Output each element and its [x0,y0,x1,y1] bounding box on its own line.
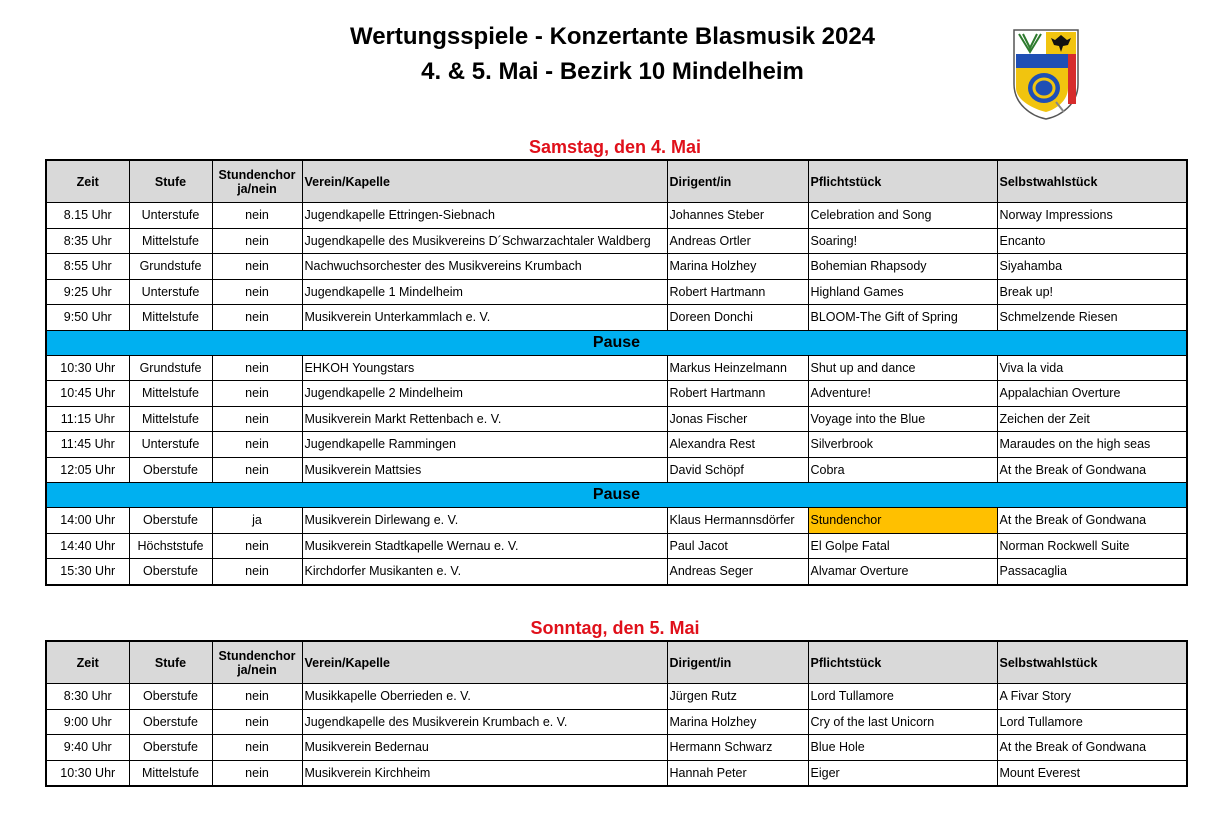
pause-row [46,330,1187,355]
cell-zeit: 14:00 Uhr [46,508,129,534]
cell-selbstwahlstueck: At the Break of Gondwana [997,508,1187,534]
cell-stundenchor: nein [212,709,302,735]
cell-dirigent: Markus Heinzelmann [667,355,808,381]
cell-dirigent: Robert Hartmann [667,279,808,305]
table-header-row [46,641,1187,684]
table-row [46,760,1187,786]
cell-verein: Musikverein Bedernau [302,735,667,761]
cell-pflichtstueck: Soaring! [808,228,997,254]
col-header-dirigent: Dirigent/in [667,641,808,684]
cell-selbstwahlstueck: Zeichen der Zeit [997,406,1187,432]
cell-zeit: 10:30 Uhr [46,355,129,381]
page-title: Wertungsspiele - Konzertante Blasmusik 2024 [349,23,876,50]
col-header-pflichtstueck: Pflichtstück [808,160,997,203]
cell-stufe: Oberstufe [129,457,212,483]
cell-pflichtstueck: Bohemian Rhapsody [808,254,997,280]
col-header-stufe: Stufe [129,641,212,684]
cell-zeit: 9:00 Uhr [46,709,129,735]
table-row [46,228,1187,254]
cell-selbstwahlstueck: A Fivar Story [997,684,1187,710]
pause-row [46,483,1187,508]
cell-dirigent: Alexandra Rest [667,432,808,458]
table-row [46,457,1187,483]
cell-pflichtstueck: Silverbrook [808,432,997,458]
pause-label: Pause [46,330,1187,355]
cell-stufe: Mittelstufe [129,381,212,407]
cell-stundenchor: nein [212,355,302,381]
table-row [46,355,1187,381]
cell-dirigent: Johannes Steber [667,203,808,229]
cell-selbstwahlstueck: Norman Rockwell Suite [997,533,1187,559]
cell-stufe: Mittelstufe [129,305,212,331]
cell-verein: Kirchdorfer Musikanten e. V. [302,559,667,585]
cell-stundenchor: nein [212,735,302,761]
col-header-selbstwahlstueck: Selbstwahlstück [997,641,1187,684]
cell-selbstwahlstueck: Siyahamba [997,254,1187,280]
cell-zeit: 11:15 Uhr [46,406,129,432]
cell-pflichtstueck: Alvamar Overture [808,559,997,585]
cell-stundenchor: nein [212,533,302,559]
table-row [46,381,1187,407]
table-row [46,533,1187,559]
cell-pflichtstueck: Shut up and dance [808,355,997,381]
cell-stufe: Oberstufe [129,735,212,761]
cell-zeit: 9:40 Uhr [46,735,129,761]
cell-zeit: 15:30 Uhr [46,559,129,585]
cell-stundenchor: nein [212,684,302,710]
table-row [46,709,1187,735]
table-row [46,305,1187,331]
pause-label: Pause [46,483,1187,508]
cell-pflichtstueck: Cry of the last Unicorn [808,709,997,735]
cell-zeit: 8.15 Uhr [46,203,129,229]
cell-stufe: Mittelstufe [129,760,212,786]
cell-zeit: 10:45 Uhr [46,381,129,407]
cell-verein: Jugendkapelle des Musikvereins D´Schwarzachtaler Waldberg [302,228,667,254]
cell-stundenchor: nein [212,203,302,229]
cell-dirigent: Paul Jacot [667,533,808,559]
table-row [46,508,1187,534]
col-header-zeit: Zeit [46,160,129,203]
cell-dirigent: Doreen Donchi [667,305,808,331]
cell-stufe: Mittelstufe [129,406,212,432]
cell-dirigent: David Schöpf [667,457,808,483]
cell-verein: Musikkapelle Oberrieden e. V. [302,684,667,710]
cell-stufe: Grundstufe [129,254,212,280]
col-header-stundenchor: Stundenchor ja/nein [212,160,302,203]
cell-stundenchor: nein [212,279,302,305]
table-row [46,203,1187,229]
cell-stufe: Unterstufe [129,432,212,458]
cell-zeit: 9:50 Uhr [46,305,129,331]
cell-pflichtstueck: El Golpe Fatal [808,533,997,559]
col-header-selbstwahlstueck: Selbstwahlstück [997,160,1187,203]
day2-heading: Sonntag, den 5. Mai [530,618,700,638]
cell-stufe: Unterstufe [129,203,212,229]
cell-selbstwahlstueck: Lord Tullamore [997,709,1187,735]
cell-pflichtstueck: Voyage into the Blue [808,406,997,432]
cell-zeit: 8:35 Uhr [46,228,129,254]
cell-stundenchor: nein [212,432,302,458]
col-header-stundenchor: Stundenchor ja/nein [212,641,302,684]
table-row [46,559,1187,585]
cell-verein: Musikverein Kirchheim [302,760,667,786]
cell-dirigent: Robert Hartmann [667,381,808,407]
table-row [46,432,1187,458]
cell-stundenchor: nein [212,559,302,585]
cell-pflichtstueck: Cobra [808,457,997,483]
cell-pflichtstueck: Lord Tullamore [808,684,997,710]
table-row [46,735,1187,761]
cell-stufe: Unterstufe [129,279,212,305]
cell-dirigent: Hermann Schwarz [667,735,808,761]
cell-stundenchor: ja [212,508,302,534]
cell-zeit: 11:45 Uhr [46,432,129,458]
cell-dirigent: Marina Holzhey [667,709,808,735]
cell-selbstwahlstueck: Encanto [997,228,1187,254]
cell-stundenchor: nein [212,760,302,786]
table-row [46,684,1187,710]
cell-pflichtstueck: Eiger [808,760,997,786]
district-crest-logo [1011,24,1081,120]
cell-dirigent: Hannah Peter [667,760,808,786]
cell-verein: Musikverein Mattsies [302,457,667,483]
cell-zeit: 8:30 Uhr [46,684,129,710]
cell-zeit: 12:05 Uhr [46,457,129,483]
col-header-pflichtstueck: Pflichtstück [808,641,997,684]
cell-verein: Musikverein Stadtkapelle Wernau e. V. [302,533,667,559]
cell-stufe: Oberstufe [129,508,212,534]
cell-dirigent: Jürgen Rutz [667,684,808,710]
cell-pflichtstueck: Blue Hole [808,735,997,761]
cell-dirigent: Marina Holzhey [667,254,808,280]
cell-stundenchor: nein [212,457,302,483]
col-header-verein: Verein/Kapelle [302,641,667,684]
page-subtitle: 4. & 5. Mai - Bezirk 10 Mindelheim [421,58,804,85]
cell-verein: Jugendkapelle 1 Mindelheim [302,279,667,305]
cell-pflichtstueck: BLOOM-The Gift of Spring [808,305,997,331]
cell-stundenchor: nein [212,406,302,432]
col-header-zeit: Zeit [46,641,129,684]
table-row [46,279,1187,305]
cell-verein: Musikverein Markt Rettenbach e. V. [302,406,667,432]
cell-zeit: 14:40 Uhr [46,533,129,559]
cell-selbstwahlstueck: At the Break of Gondwana [997,457,1187,483]
cell-stundenchor: nein [212,228,302,254]
col-header-dirigent: Dirigent/in [667,160,808,203]
cell-stundenchor: nein [212,305,302,331]
cell-selbstwahlstueck: Appalachian Overture [997,381,1187,407]
cell-zeit: 9:25 Uhr [46,279,129,305]
cell-stundenchor: nein [212,254,302,280]
cell-verein: Jugendkapelle 2 Mindelheim [302,381,667,407]
cell-verein: Jugendkapelle des Musikverein Krumbach e. V. [302,709,667,735]
cell-selbstwahlstueck: Maraudes on the high seas [997,432,1187,458]
cell-dirigent: Klaus Hermannsdörfer [667,508,808,534]
cell-stufe: Oberstufe [129,709,212,735]
cell-verein: Jugendkapelle Ettringen-Siebnach [302,203,667,229]
cell-stufe: Oberstufe [129,559,212,585]
cell-selbstwahlstueck: Viva la vida [997,355,1187,381]
cell-selbstwahlstueck: Passacaglia [997,559,1187,585]
cell-verein: Nachwuchsorchester des Musikvereins Krumbach [302,254,667,280]
cell-stufe: Grundstufe [129,355,212,381]
cell-stufe: Oberstufe [129,684,212,710]
cell-pflichtstueck: Adventure! [808,381,997,407]
col-header-stufe: Stufe [129,160,212,203]
schedule-table-day1 [45,159,1188,586]
cell-pflichtstueck: Highland Games [808,279,997,305]
cell-pflichtstueck: Celebration and Song [808,203,997,229]
cell-selbstwahlstueck: Break up! [997,279,1187,305]
col-header-verein: Verein/Kapelle [302,160,667,203]
cell-pflichtstueck: Stundenchor [808,508,997,534]
cell-selbstwahlstueck: Schmelzende Riesen [997,305,1187,331]
cell-stundenchor: nein [212,381,302,407]
schedule-table-day2 [45,640,1188,787]
cell-stufe: Höchststufe [129,533,212,559]
cell-dirigent: Andreas Ortler [667,228,808,254]
cell-dirigent: Jonas Fischer [667,406,808,432]
cell-selbstwahlstueck: Mount Everest [997,760,1187,786]
cell-selbstwahlstueck: At the Break of Gondwana [997,735,1187,761]
table-header-row [46,160,1187,203]
cell-stufe: Mittelstufe [129,228,212,254]
cell-verein: EHKOH Youngstars [302,355,667,381]
table-row [46,254,1187,280]
day1-heading: Samstag, den 4. Mai [528,137,702,157]
cell-zeit: 10:30 Uhr [46,760,129,786]
cell-verein: Musikverein Dirlewang e. V. [302,508,667,534]
table-row [46,406,1187,432]
cell-verein: Jugendkapelle Rammingen [302,432,667,458]
cell-zeit: 8:55 Uhr [46,254,129,280]
cell-verein: Musikverein Unterkammlach e. V. [302,305,667,331]
cell-dirigent: Andreas Seger [667,559,808,585]
cell-selbstwahlstueck: Norway Impressions [997,203,1187,229]
